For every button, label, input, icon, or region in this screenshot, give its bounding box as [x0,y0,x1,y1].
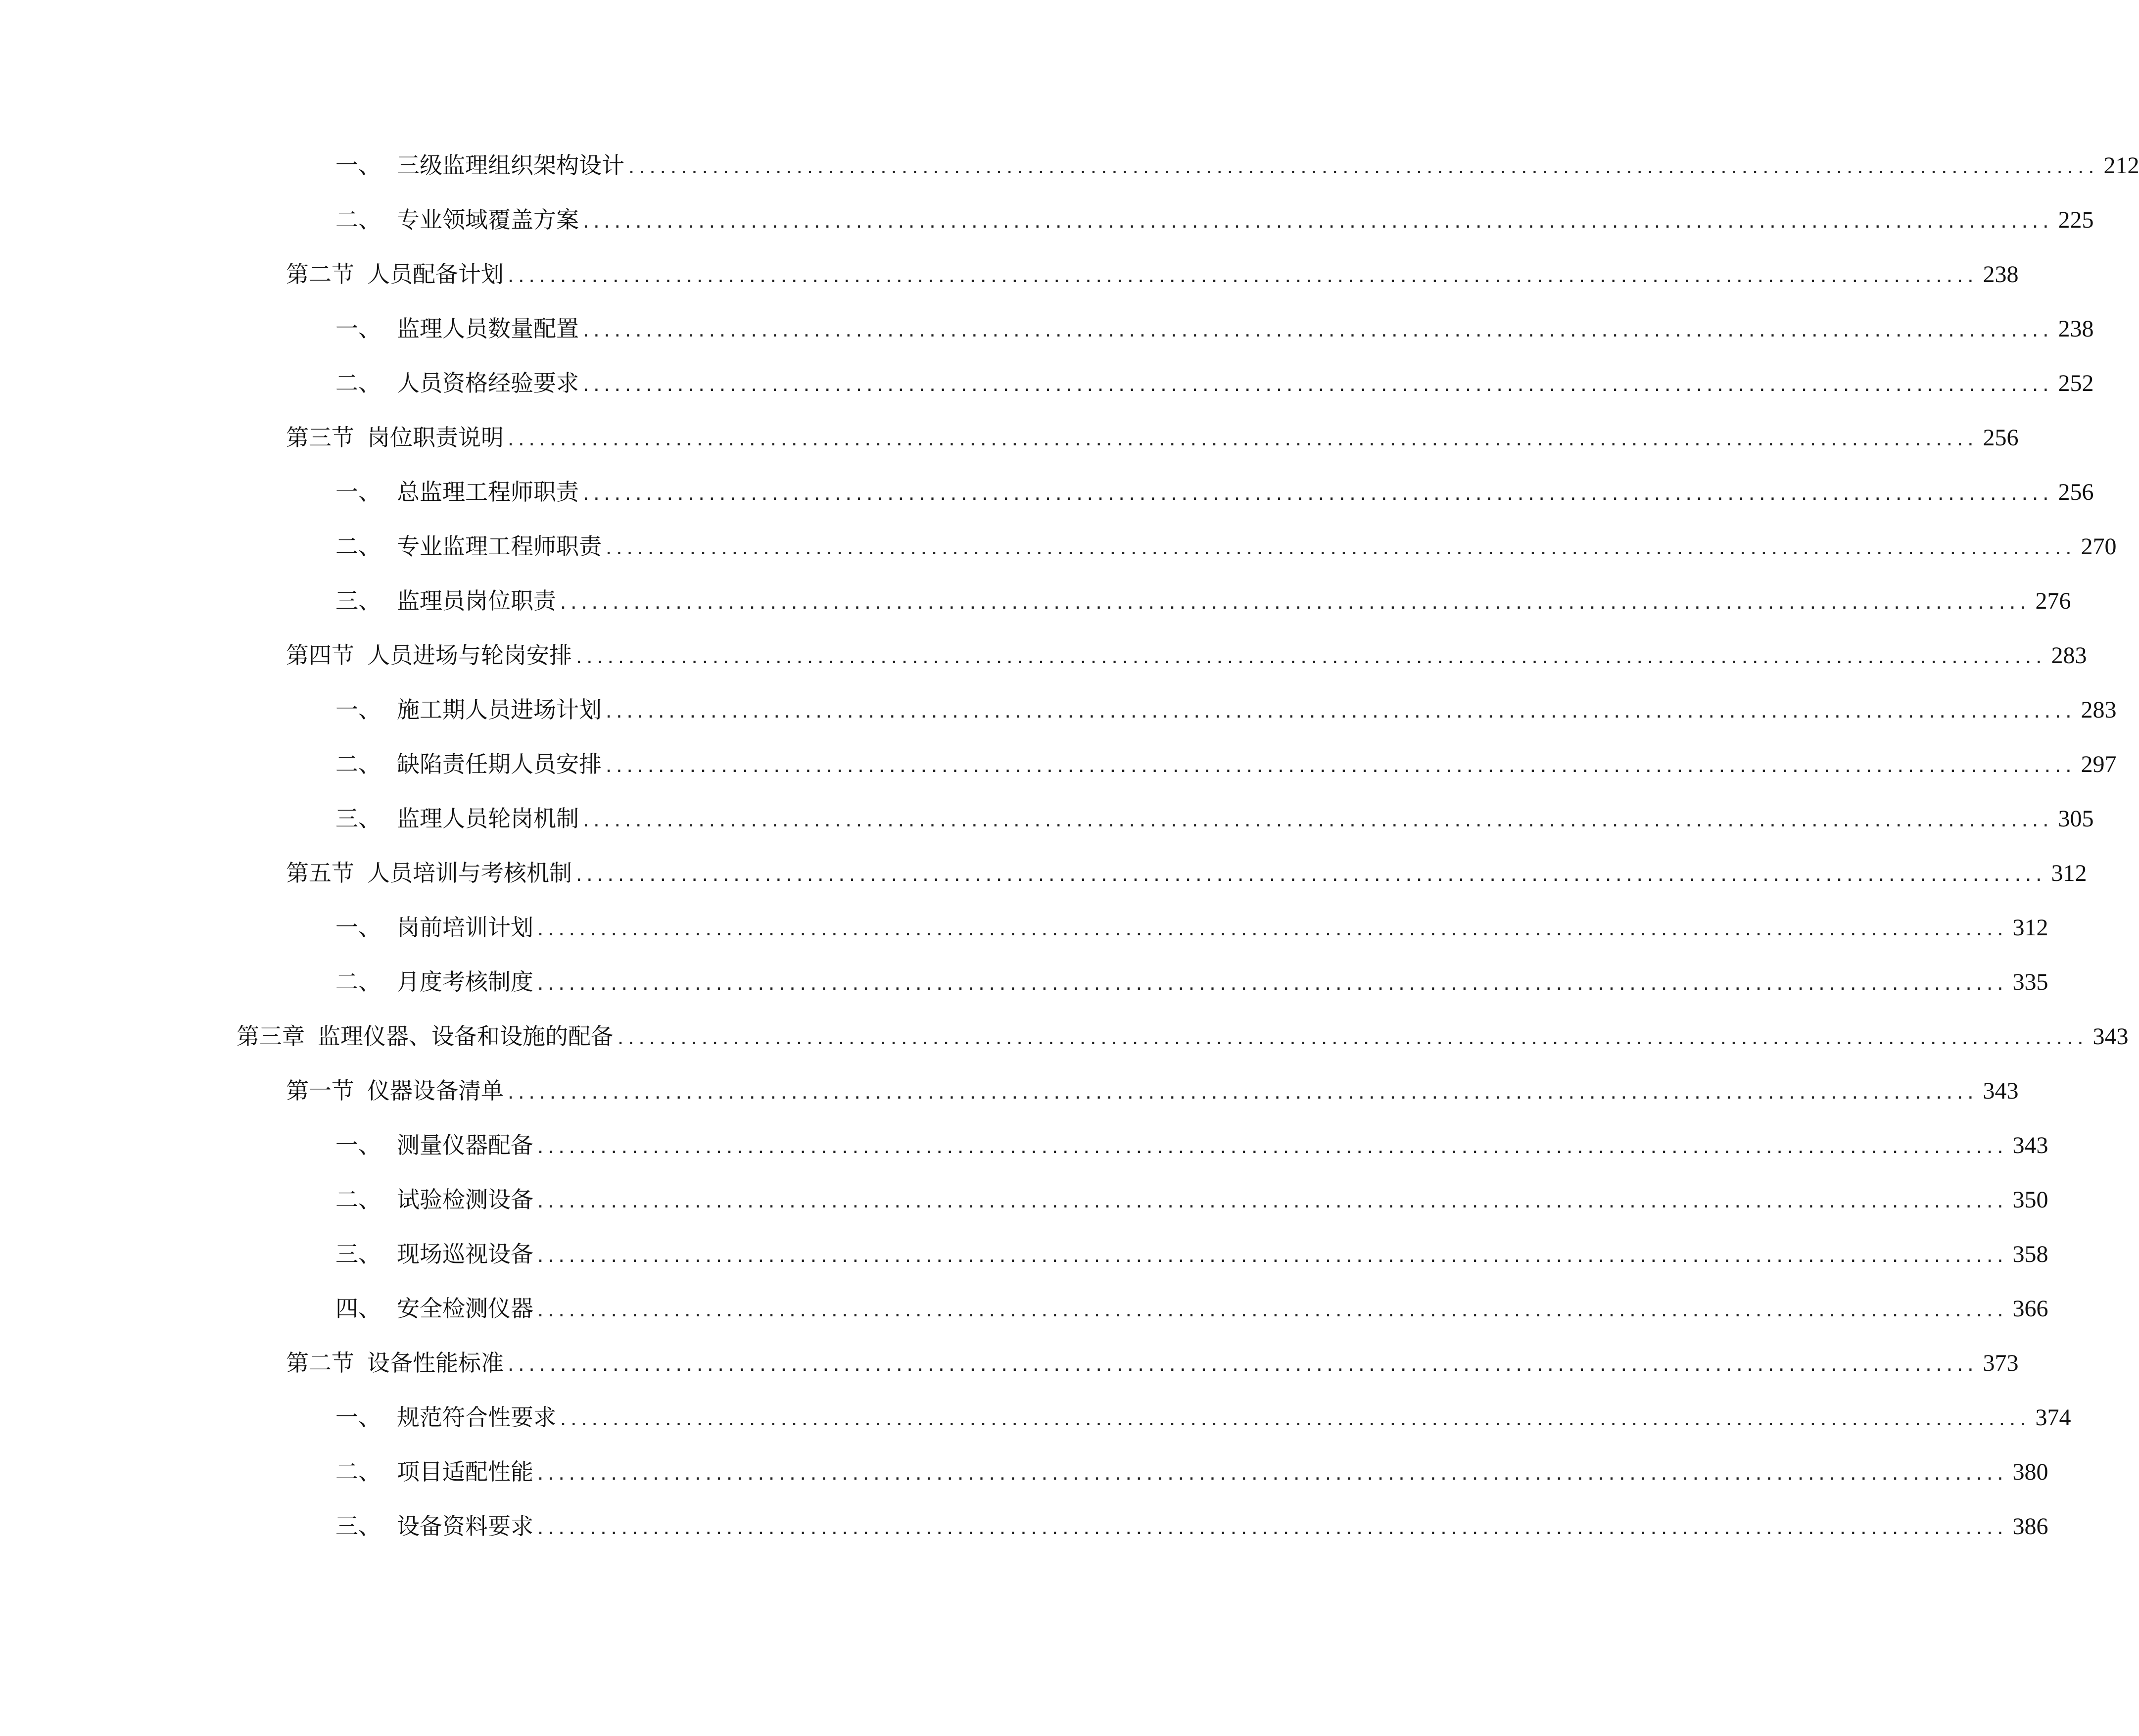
toc-leader-dots: ............................................................................................................................................ [576,862,2046,886]
toc-entry-number: 二、 [335,751,381,777]
toc-entry-title: 监理人员轮岗机制 [397,805,579,832]
toc-entry-number: 一、 [335,1132,381,1158]
toc-entry-title: 缺陷责任期人员安排 [397,751,602,777]
toc-leader-dots: ............................................................................................................................................ [606,753,2076,777]
toc-entry-page: 335 [2012,969,2048,995]
toc-entry[interactable] [335,1180,2048,1219]
toc-entry-number: 一、 [335,1404,381,1431]
toc-entry-number: 一、 [335,152,381,179]
toc-entry-page: 283 [2051,642,2087,669]
toc-entry-number: 第三节 [286,424,354,451]
toc-entry-title: 总监理工程师职责 [397,479,579,505]
toc-entry-page: 380 [2012,1459,2048,1485]
toc-entry-number: 二、 [335,1186,381,1213]
toc-entry[interactable] [335,1506,2048,1546]
toc-leader-dots: ............................................................................................................................................ [583,807,2053,831]
toc-leader-dots: ............................................................................................................................................ [606,535,2076,559]
toc-entry-title: 安全检测仪器 [397,1295,533,1322]
toc-entry[interactable] [335,145,2139,185]
toc-entry-number: 第一节 [286,1077,354,1104]
toc-entry-page: 350 [2012,1187,2048,1213]
toc-entry-page: 283 [2081,697,2117,723]
toc-entry-title: 规范符合性要求 [397,1404,556,1431]
toc-entry[interactable] [286,635,2087,675]
toc-entry-page: 256 [2058,479,2094,505]
toc-entry-number: 一、 [335,696,381,723]
toc-leader-dots: ............................................................................................................................................ [583,481,2053,505]
toc-leader-dots: ............................................................................................................................................ [583,372,2053,396]
toc-entry-number: 二、 [335,370,381,396]
toc-leader-dots: ............................................................................................................................................ [628,154,2099,178]
toc-entry[interactable] [335,581,2071,621]
toc-entry[interactable] [237,1016,2129,1056]
toc-entry[interactable] [335,962,2048,1002]
toc-leader-dots: ............................................................................................................................................ [537,1460,2008,1485]
toc-entry[interactable] [335,472,2094,512]
toc-entry-title: 人员进场与轮岗安排 [367,642,572,669]
toc-entry-title: 三级监理组织架构设计 [397,152,624,179]
toc-entry-title: 专业领域覆盖方案 [397,206,579,233]
toc-entry[interactable] [286,853,2087,893]
toc-entry-page: 373 [1983,1350,2019,1376]
toc-entry-title: 人员资格经验要求 [397,370,579,396]
toc-leader-dots: ............................................................................................................................................ [537,1515,2008,1539]
toc-entry-number: 二、 [335,533,381,560]
toc-entry[interactable] [335,799,2094,838]
toc-leader-dots: ............................................................................................................................................ [576,644,2046,668]
toc-entry[interactable] [335,309,2094,348]
toc-entry-page: 366 [2012,1296,2048,1322]
toc-entry-page: 276 [2035,588,2071,614]
toc-entry-number: 一、 [335,914,381,941]
toc-entry-number: 三、 [335,587,381,614]
toc-leader-dots: ............................................................................................................................................ [606,698,2076,723]
toc-entry[interactable] [335,908,2048,947]
toc-entry-title: 监理员岗位职责 [397,587,556,614]
toc-entry-number: 二、 [335,206,381,233]
toc-entry[interactable] [286,418,2019,457]
toc-entry-number: 四、 [335,1295,381,1322]
toc-entry-number: 第五节 [286,860,354,886]
toc-entry-page: 374 [2035,1404,2071,1431]
toc-entry-title: 岗位职责说明 [367,424,504,451]
toc-leader-dots: ............................................................................................................................................ [537,1134,2008,1158]
toc-entry-title: 监理仪器、设备和设施的配备 [318,1023,614,1050]
toc-entry-title: 月度考核制度 [397,968,533,995]
toc-entry-page: 297 [2081,751,2117,777]
toc-entry-title: 项目适配性能 [397,1458,533,1485]
toc-entry-page: 386 [2012,1513,2048,1540]
toc-entry-page: 238 [2058,316,2094,342]
toc-entry-page: 212 [2103,152,2139,179]
toc-entry-page: 312 [2012,915,2048,941]
toc-entry-page: 270 [2081,533,2117,560]
toc-leader-dots: ............................................................................................................................................ [560,1406,2031,1430]
toc-entry-page: 256 [1983,425,2019,451]
toc-leader-dots: ............................................................................................................................................ [560,589,2031,614]
toc-entry-title: 专业监理工程师职责 [397,533,602,560]
toc-entry[interactable] [335,744,2117,784]
toc-leader-dots: ............................................................................................................................................ [583,208,2053,233]
toc-entry-number: 第二节 [286,1350,354,1376]
toc-entry-number: 一、 [335,315,381,342]
toc-leader-dots: ............................................................................................................................................ [508,1079,1978,1104]
toc-entry[interactable] [335,690,2117,729]
toc-entry-page: 343 [1983,1078,2019,1104]
toc-leader-dots: ............................................................................................................................................ [537,1297,2008,1321]
toc-leader-dots: ............................................................................................................................................ [537,1243,2008,1267]
toc-entry-page: 343 [2012,1132,2048,1158]
toc-entry-number: 三、 [335,1513,381,1540]
toc-entry-title: 人员配备计划 [367,261,504,288]
toc-leader-dots: ............................................................................................................................................ [537,1188,2008,1212]
toc-entry-number: 第三章 [237,1023,305,1050]
toc-entry-page: 343 [2092,1023,2129,1050]
toc-entry-title: 现场巡视设备 [397,1241,533,1267]
toc-entry-title: 测量仪器配备 [397,1132,533,1158]
toc-entry-title: 监理人员数量配置 [397,315,579,342]
toc-entry-number: 第四节 [286,642,354,669]
toc-entry[interactable] [335,1452,2048,1492]
toc-entry[interactable] [335,363,2094,403]
toc-leader-dots: ............................................................................................................................................ [508,1351,1978,1376]
toc-entry-number: 二、 [335,1458,381,1485]
toc-entry-title: 设备性能标准 [367,1350,504,1376]
toc-entry[interactable] [286,1343,2019,1383]
toc-entry[interactable] [335,1398,2071,1437]
toc-leader-dots: ............................................................................................................................................ [583,317,2053,341]
toc-entry[interactable] [286,1071,2019,1110]
toc-entry-number: 二、 [335,968,381,995]
toc-entry-page: 252 [2058,370,2094,396]
toc-entry-number: 三、 [335,1241,381,1267]
toc-leader-dots: ............................................................................................................................................ [537,916,2008,940]
toc-entry-title: 人员培训与考核机制 [367,860,572,886]
toc-entry-title: 施工期人员进场计划 [397,696,602,723]
toc-leader-dots: ............................................................................................................................................ [508,426,1978,450]
toc-entry[interactable] [335,200,2094,240]
toc-entry[interactable] [335,1234,2048,1274]
toc-entry-number: 第二节 [286,261,354,288]
toc-entry-page: 358 [2012,1241,2048,1267]
toc-entry-page: 305 [2058,806,2094,832]
toc-entry-title: 岗前培训计划 [397,914,533,941]
toc-entry-number: 一、 [335,479,381,505]
toc-entry-number: 三、 [335,805,381,832]
toc-leader-dots: ............................................................................................................................................ [508,263,1978,287]
toc-leader-dots: ............................................................................................................................................ [537,970,2008,995]
toc-entry[interactable] [335,1289,2048,1328]
toc-leader-dots: ............................................................................................................................................ [618,1025,2088,1049]
toc-entry[interactable] [286,254,2019,294]
toc-entry-title: 仪器设备清单 [367,1077,504,1104]
toc-entry-page: 238 [1983,261,2019,288]
toc-entry-title: 设备资料要求 [397,1513,533,1540]
toc-entry-title: 试验检测设备 [397,1186,533,1213]
toc-entry[interactable] [335,527,2117,566]
toc-entry[interactable] [335,1125,2048,1165]
toc-entry-page: 312 [2051,860,2087,886]
toc-entry-page: 225 [2058,207,2094,233]
